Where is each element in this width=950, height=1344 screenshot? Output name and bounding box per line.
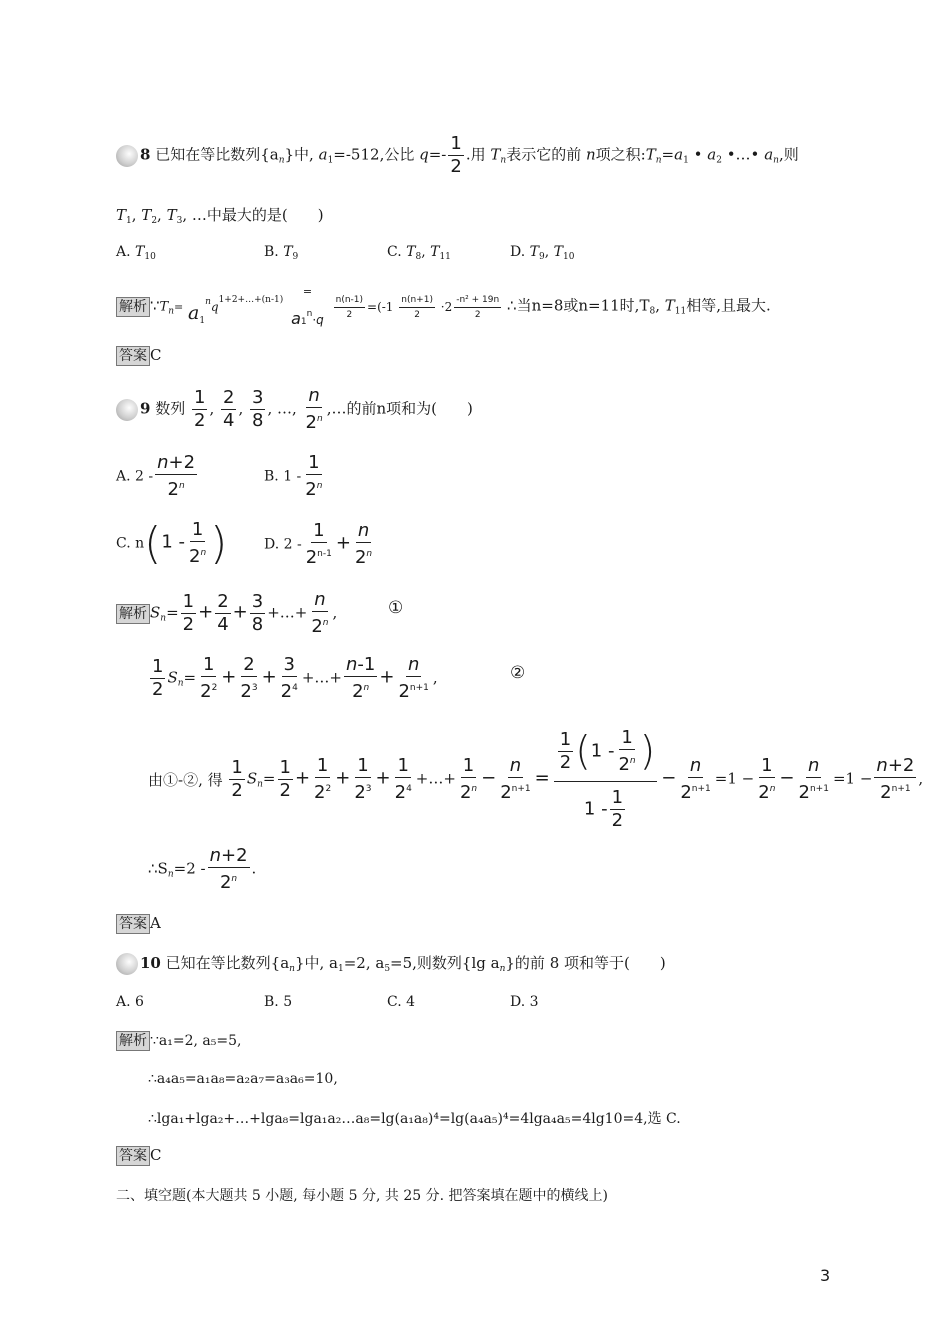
section-heading: 二、填空题(本大题共 5 小题, 每小题 5 分, 共 25 分. 把答案填在题中的横线上)	[116, 1188, 608, 1204]
q10-answer	[116, 1146, 161, 1166]
frac-num: 3	[252, 387, 264, 408]
q8-number: 8	[140, 145, 151, 164]
q8-stem-end: ,则	[778, 145, 799, 164]
analysis-tag: 解析	[116, 604, 150, 624]
q8-option-c-sub2: 11	[439, 252, 451, 262]
page-number: 3	[820, 1266, 831, 1285]
analysis-tag: 解析	[116, 1031, 150, 1051]
q8-stem-text-5: 项之积:	[595, 145, 646, 164]
q9-answer	[116, 914, 161, 934]
q8-analysis: 解析 $\because T_n= a_1^nq^{1+2+\dots+(n-1)}$ = $a1^n\cdot q$ $\frac{n(n-1)}{2}$ =(-1 $\frac{n(n+1)}{2}$ ·2 $\frac{\text{-n² + 19n}}{2}$ ∴当n=8或n=11时$,T_8$, $T_{11}$相等,且最大.	[116, 282, 771, 332]
question-marker-icon	[116, 953, 138, 975]
q8-option-d-sub1: 9	[538, 252, 545, 262]
q9-option-d[interactable]: D. 2 - $\frac{1}{2^{n-1}}$ + $\frac{n}{2^n}$	[264, 520, 373, 568]
q9-option-d-label: D. 2 -	[264, 536, 302, 553]
answer-tag: 答案	[116, 346, 150, 366]
q10-analysis-line1	[116, 1031, 241, 1051]
q8-option-d-sub2: 10	[562, 252, 575, 262]
q8-option-d[interactable]: D. $T_9$, $T_{10}$	[510, 244, 575, 262]
q9-answer-value: A	[150, 914, 161, 932]
q8-answer	[116, 346, 161, 366]
q8-dot: •	[693, 145, 703, 164]
q10-analysis-line3: ∴lga₁+lga₂+…+lga₈=lga₁a₂…a₈=lg(a₁a₈)⁴=lg(a₄a₅)⁴=4lga₄a₅=4lg10=4,选 C.	[148, 1111, 681, 1127]
q8-option-c[interactable]: C. $T_8$, $T_{11}$	[387, 244, 451, 262]
q10-option-d[interactable]: D. 3	[510, 994, 539, 1010]
q9-seq-3	[250, 388, 265, 431]
q8-option-a[interactable]: A. $T_{10}$	[116, 244, 156, 262]
q9-number: 9	[140, 399, 151, 418]
frac-den: 4	[223, 410, 235, 431]
q9-option-c-label: C. n	[116, 535, 145, 552]
q9-stem: 9 数列 $\frac{1}{2}$ , $\frac{2}{4}$ , $\frac{3}{8}$ , …, $\frac{n}{2^n}$ ,…的前n项和为( )	[116, 386, 473, 433]
q8-option-b[interactable]: B. $T_9$	[264, 244, 299, 262]
q10-option-b[interactable]: B. 5	[264, 994, 293, 1010]
q10-answer-value: C	[150, 1146, 162, 1164]
q9-analysis-step3: 由①-②, 得 $\frac{1}{2}$ $S_n=$ $\frac{1}{2}$ + $\frac{1}{2^2}$ + $\frac{1}{2^3}$ + $\frac{1}{2^4}$ +…+ $\frac{1}{2^n}$ − $\frac{n}{2^{n+1}}$ = $\frac{1}{2}$ (1 - $\frac{1}{2^n}$ ) 1 - $\frac{1}{2}$ − $\frac{n}{2^{n+1}}$ =1 − $\frac{1}{2^n}$ − $\frac{n}{2^{n+1}}$ =1 − $\frac{n+2}{2^{n+1}}$ ,	[148, 727, 924, 831]
q8-stem-text-2: =-512,公比	[333, 145, 415, 164]
q10-analysis-line2: ∴a₄a₅=a₁a₈=a₂a₇=a₃a₆=10,	[148, 1071, 338, 1087]
q8-option-a-label: A.	[116, 244, 131, 260]
q9-step4-pre: ∴S	[148, 859, 168, 878]
frac-den: 2	[194, 410, 206, 431]
q8-option-d-label: D.	[510, 244, 526, 260]
frac-num: 1	[194, 387, 206, 408]
frac-den: 2	[450, 156, 462, 177]
q10-stem: 10 已知在等比数列$\{a_n\}$中, $a_1=2$, $a_5=5$,则数列{lg $a_n$}的前 8 项和等于( )	[116, 952, 666, 975]
q10-analysis-text1: ∵a₁=2, a₅=5,	[150, 1033, 242, 1049]
q8-line2-text: 中最大的是( )	[206, 206, 324, 224]
q8-analysis-conclusion: ∴当n=8或n=11时,T	[507, 296, 650, 315]
q8-answer-value: C	[150, 346, 162, 364]
q10-stem-5: }的前 8 项和等于( )	[505, 954, 666, 972]
q10-stem-3: =2, a	[343, 954, 385, 972]
q8-stem-text-3: .用	[465, 145, 486, 164]
q8-stem-text-4: 表示它的前	[506, 145, 582, 164]
frac-num: 2	[223, 387, 235, 408]
q9-seq-2	[221, 388, 236, 431]
q9-step3-pre: 由①-②, 得	[148, 771, 223, 789]
q9-stem-post: ,…的前n项和为( )	[326, 399, 473, 418]
q9-analysis-step4: $\therefore S_n=2$ - $\frac{n+2}{2^n}$ .	[148, 845, 257, 893]
q10-stem-1: 已知在等比数列{a	[165, 954, 290, 972]
q9-seq-1	[192, 388, 207, 431]
answer-tag: 答案	[116, 914, 150, 934]
q9-circle-2: ②	[510, 663, 526, 683]
frac-num: 1	[450, 133, 462, 154]
question-marker-icon	[116, 145, 138, 167]
q8-option-b-label: B.	[264, 244, 279, 260]
frac-den: 8	[252, 410, 264, 431]
q9-analysis-step2: $\frac{1}{2}$ $S_n=$ $\frac{1}{2^2}$ + $\frac{2}{2^3}$ + $\frac{3}{2^4}$ +…+ $\frac{n-1}{2^n}$ + $\frac{n}{2^{n+1}}$ ,	[152, 654, 438, 702]
q8-formula: $a_1^nq^{1+2+\dots+(n-1)}$ = $a1^n\cdot q$ $\frac{n(n-1)}{2}$ =(-1 $\frac{n(n+1)}{2}$ ·2 $\frac{\text{-n² + 19n}}{2}$	[188, 285, 500, 328]
q9-analysis-step1: 解析 $S_n=$ $\frac{1}{2}$ + $\frac{2}{4}$ + $\frac{3}{8}$ +…+ $\frac{n}{2^n}$ ,	[116, 590, 337, 637]
q9-seq-n: $\frac{n}{2^n}$	[305, 385, 323, 433]
analysis-tag: 解析	[116, 297, 150, 317]
q8-option-b-sub: 9	[292, 252, 299, 262]
q8-stem-text: 已知在等比数列{a	[155, 145, 279, 164]
q9-stem-pre: 数列	[155, 399, 186, 418]
q8-option-c-sub1: 8	[415, 252, 422, 262]
answer-tag: 答案	[116, 1146, 150, 1166]
q9-option-c[interactable]: C. n(1 - $\frac{1}{2^n}$ )	[116, 518, 228, 569]
q10-option-a[interactable]: A. 6	[116, 994, 144, 1010]
q10-option-c[interactable]: C. 4	[387, 994, 416, 1010]
q10-stem-4: =5,则数列{lg a	[390, 954, 500, 972]
q10-stem-2: }中, a	[294, 954, 338, 972]
q9-option-b-label: B. 1 -	[264, 468, 302, 485]
question-marker-icon	[116, 399, 138, 421]
q8-option-c-label: C.	[387, 244, 402, 260]
q10-number: 10	[140, 954, 161, 972]
q9-option-a-label: A. 2 -	[116, 468, 154, 485]
q8-dots: •…•	[726, 145, 760, 164]
q9-circle-1: ①	[388, 598, 404, 618]
q9-option-b[interactable]: B. 1 - $\frac{1}{2^n}$	[264, 452, 323, 500]
q8-analysis-end: 相等,且最大.	[686, 296, 771, 315]
q8-ratio-fraction	[448, 134, 463, 177]
q8-stem-text-b: }中,	[284, 145, 314, 164]
q8-line2: $T_1$, $T_2$, $T_3$, …中最大的是( )	[116, 206, 324, 226]
q8-option-a-sub: 10	[144, 252, 156, 262]
q8-stem: 8 已知在等比数列$\{a_n\}$中, $a_1=-512$,公比 q=- $\frac{1}{2}$ .用 $T_n$表示它的前 n项之积$:T_n=a_1$ • $a_2$ •…• $a_n$,则	[116, 134, 799, 177]
q9-option-a[interactable]: A. 2 - $\frac{n+2}{2^n}$	[116, 452, 196, 500]
